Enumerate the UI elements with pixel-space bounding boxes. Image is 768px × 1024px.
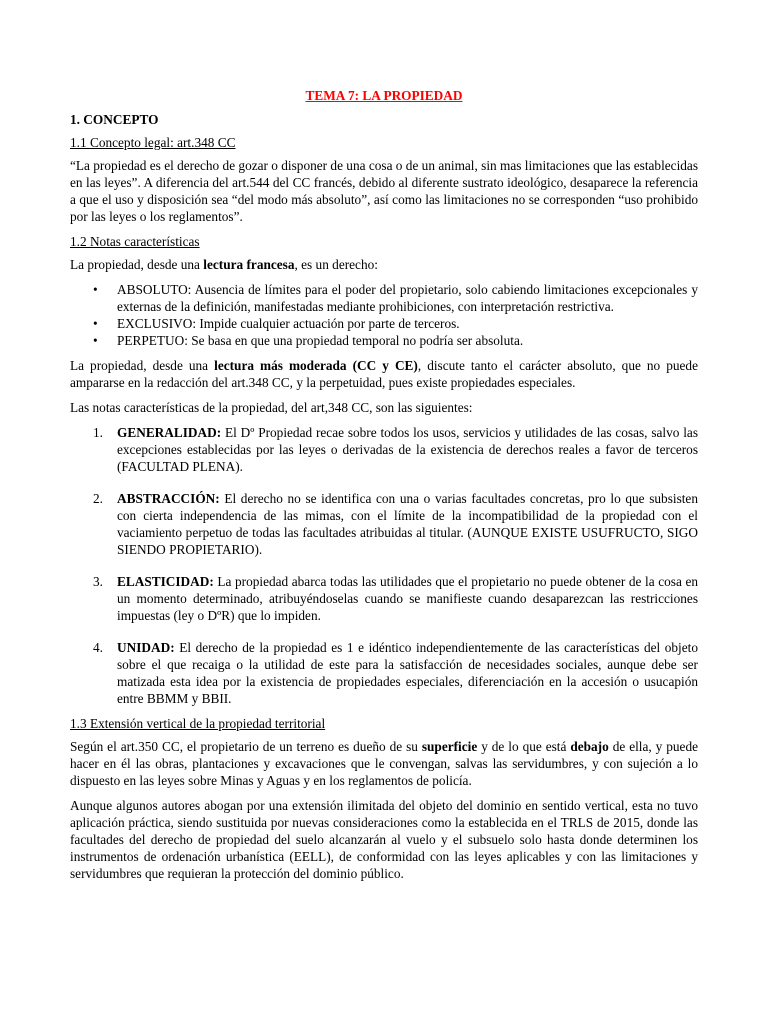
list-number: 1.: [93, 425, 103, 440]
list-item: [93, 639, 698, 707]
bullet-list: [70, 281, 698, 349]
bold-text: lectura más moderada (CC y CE): [214, 358, 418, 373]
list-item: [93, 424, 698, 475]
paragraph-trls: Aunque algunos autores abogan por una extensión ilimitada del objeto del dominio en sentido vertical, esta no tuvo aplicación práctica, siendo sustituida por nuevas consideraciones como la establecida en el TRLS de 2015, donde las facultades del derecho de propiedad del suelo alcanzarán al vuelo y el subsuelo solo hasta donde determinen los instrumentos de ordenación urbanística (EELL), de conformidad con las leyes aplicables y con las limitaciones y servidumbres que requieran la protección del dominio público.: [70, 798, 698, 881]
text-segment: La propiedad, desde una: [70, 257, 204, 272]
numbered-list: [70, 424, 698, 707]
bullet-icon: •: [93, 282, 98, 297]
bullet-icon: •: [93, 333, 98, 348]
list-item-text: EXCLUSIVO: Impide cualquier actuación por parte de terceros.: [117, 316, 460, 331]
text-segment: , es un derecho:: [294, 257, 378, 272]
list-item: [93, 281, 698, 315]
note-term: ELASTICIDAD:: [117, 574, 214, 589]
note-text: La propiedad abarca todas las utilidades que el propietario no puede obtener de la cosa en un momento determinado, atribuyéndoselas cuando se manifieste cuando desaparezcan las restricciones impuestas (ley o DºR) que lo impiden.: [117, 574, 698, 623]
text-segment: Según el art.350 CC, el propietario de un terreno es dueño de su: [70, 739, 422, 754]
paragraph-lectura-francesa: [70, 256, 698, 273]
note-text: El derecho de la propiedad es 1 e idéntico independientemente de las características del objeto sobre el que recaiga o la utilidad de este para la satisfacción de necesidades sociales, aunque debe ser matizada esta idea por la existencia de propiedades especiales, diferenciación en la accesión o usucapión entre BBMM y BBII.: [117, 640, 698, 706]
list-number: 2.: [93, 491, 103, 506]
list-number: 3.: [93, 574, 103, 589]
document-title: TEMA 7: LA PROPIEDAD: [305, 88, 463, 103]
text-segment: , discute tanto el carácter absoluto, que no puede ampararse en la redacción del art.348 CC, y la perpetuidad, pues existe propiedades especiales.: [70, 358, 698, 390]
list-item: [93, 573, 698, 624]
subsection-heading-extension-vertical: 1.3 Extensión vertical de la propiedad territorial: [70, 716, 326, 731]
bold-text: lectura francesa: [203, 257, 295, 272]
subsection-heading-concepto-legal: 1.1 Concepto legal: art.348 CC: [70, 135, 236, 150]
subsection-heading-notas: 1.2 Notas características: [70, 234, 200, 249]
note-term: GENERALIDAD:: [117, 425, 222, 440]
paragraph-concepto-legal: “La propiedad es el derecho de gozar o disponer de una cosa o de un animal, sin mas limitaciones que las establecidas en las leyes”. A diferencia del art.544 del CC francés, debido al diferente sustrato ideológico, desaparece la referencia a que el uso y disposición sea “del modo más absoluto”, así como las limitaciones no se corresponden “uso prohibido por las leyes o los reglamentos”.: [70, 158, 698, 224]
bullet-icon: •: [93, 316, 98, 331]
list-item-text: ABSOLUTO: Ausencia de límites para el poder del propietario, solo cabiendo limitaciones excepcionales y externas de la definición, manifestadas mediante prohibiciones, con interpretación restrictiva.: [117, 282, 698, 314]
note-text: El derecho no se identifica con una o varias facultades concretas, pro lo que subsisten con cierta independencia de las mimas, con el límite de la incompatibilidad de la propiedad con el vaciamiento perpetuo de todas las facultades atribuidas al titular. (AUNQUE EXISTE USUFRUCTO, SIGO SIENDO PROPIETARIO).: [117, 491, 698, 557]
section-heading-concepto: 1. CONCEPTO: [70, 112, 159, 127]
note-term: UNIDAD:: [117, 640, 175, 655]
bold-text: debajo: [570, 739, 609, 754]
paragraph-lectura-moderada: [70, 357, 698, 391]
list-item-text: PERPETUO: Se basa en que una propiedad temporal no podría ser absoluta.: [117, 333, 524, 348]
text-segment: La propiedad, desde una: [70, 358, 215, 373]
paragraph-notas-intro: Las notas características de la propiedad, del art,348 CC, son las siguientes:: [70, 400, 473, 415]
list-number: 4.: [93, 640, 103, 655]
note-text: El Dº Propiedad recae sobre todos los usos, servicios y utilidades de las cosas, salvo las excepciones establecidas por las leyes o derivadas de la existencia de derechos reales a favor de terceros (FACULTAD PLENA).: [117, 425, 698, 474]
text-segment: de ella, y puede hacer en él las obras, plantaciones y excavaciones que le convengan, salvas las servidumbres, y con sujeción a lo dispuesto en las leyes sobre Minas y Aguas y en los reglamentos de policía.: [70, 739, 699, 788]
bold-text: superficie: [421, 739, 478, 754]
note-term: ABSTRACCIÓN:: [117, 491, 220, 506]
list-item: [93, 490, 698, 558]
text-segment: y de lo que está: [477, 739, 571, 754]
list-item: [93, 315, 698, 332]
paragraph-art350: [70, 738, 698, 789]
list-item: [93, 332, 698, 349]
